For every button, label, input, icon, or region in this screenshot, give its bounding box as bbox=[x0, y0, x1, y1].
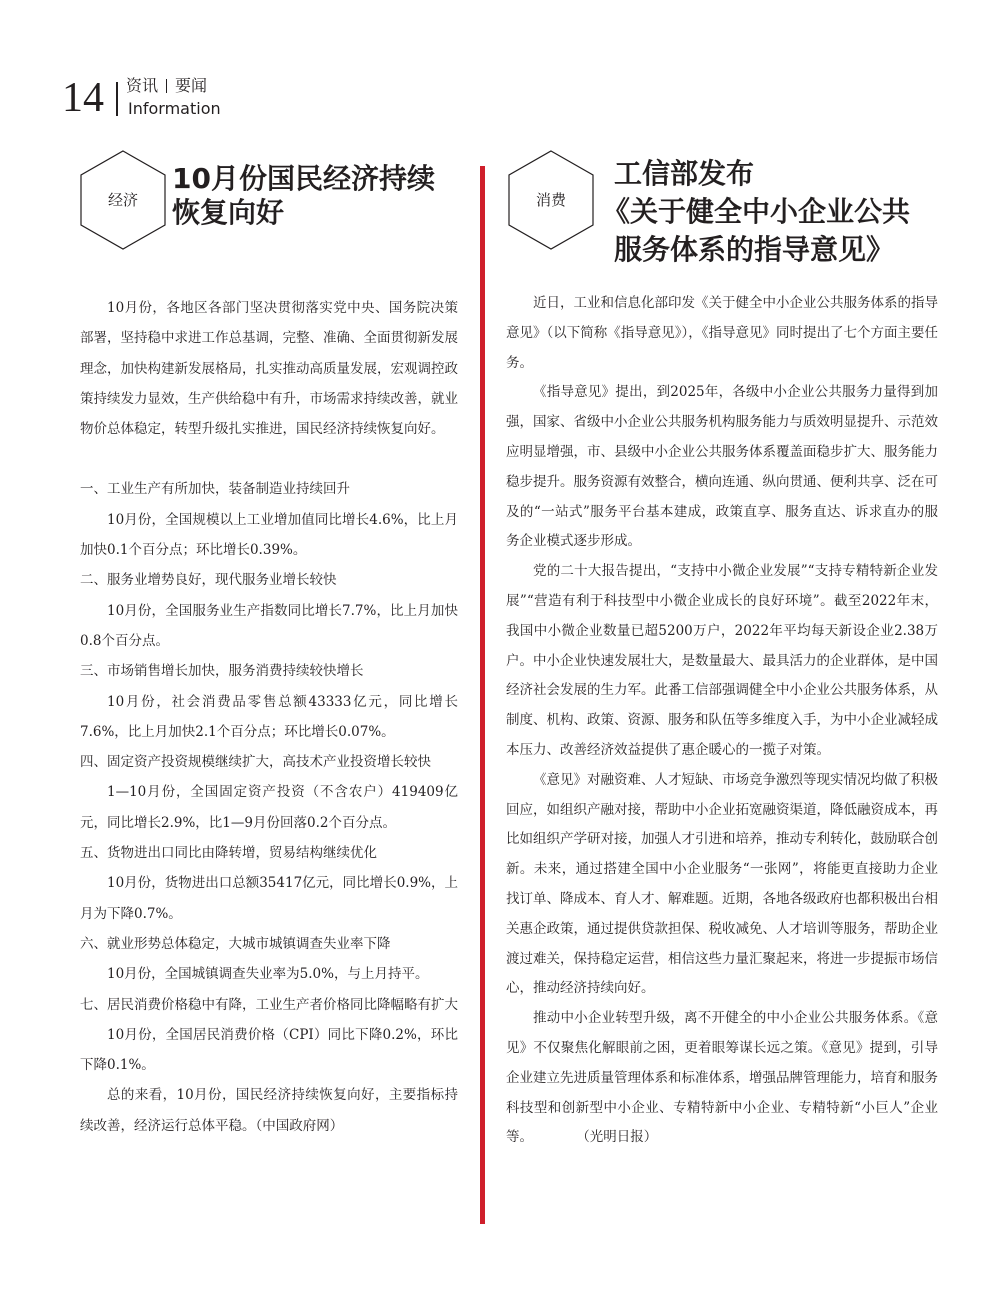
section-heading: 四、固定资产投资规模继续扩大，高技术产业投资增长较快 bbox=[80, 754, 431, 771]
body-text: 推动中小企业转型升级，离不开健全的中小企业公共服务体系。《意见》不仅聚焦化解眼前之困，更着眼筹谋长远之策。《意见》提到，引导企业建立先进质量管理体系和标准体系，增强品牌管理能力，培育和服务科技型和创新型中小企业、专精特新中小企业、专精特新“小巨人”企业等。 bbox=[506, 1010, 938, 1146]
section-heading: 五、货物进出口同比由降转增，贸易结构继续优化 bbox=[80, 845, 377, 862]
body-paragraph: 《指导意见》提出，到2025年，各级中小企业公共服务力量得到加强，国家、省级中小企业公共服务机构服务能力与质效明显提升、示范效应明显增强，市、县级中小企业公共服务体系覆盖面稳步扩大、服务能力稳步提升。服务资源有效整合，横向连通、纵向贯通、便利共享、泛在可及的“一站式”服务平台基本建成，政策直享、服务直达、诉求直办的服务企业模式逐步形成。 bbox=[506, 384, 938, 550]
body-paragraph bbox=[506, 1004, 938, 1153]
subsection-name: 要闻 bbox=[175, 76, 208, 95]
section-heading: 二、服务业增势良好，现代服务业增长较快 bbox=[80, 572, 337, 589]
section-separator bbox=[166, 79, 167, 93]
body-paragraph: 近日，工业和信息化部印发《关于健全中小企业公共服务体系的指导意见》（以下简称《指导意见》），《指导意见》同时提出了七个方面主要任务。 bbox=[506, 295, 938, 371]
section-heading: 六、就业形势总体稳定，大城市城镇调查失业率下降 bbox=[80, 935, 391, 952]
spacer bbox=[80, 444, 458, 474]
title-line: 服务体系的指导意见》 bbox=[614, 233, 895, 266]
section-heading: 七、居民消费价格稳中有降，工业生产者价格同比降幅略有扩大 bbox=[80, 996, 458, 1013]
header-divider bbox=[116, 82, 118, 116]
article-body-right bbox=[506, 289, 938, 1153]
section-label-cn bbox=[126, 76, 207, 96]
source-credit: （光明日报） bbox=[583, 1129, 658, 1146]
title-line: 工信部发布 bbox=[614, 157, 755, 190]
article-body-left bbox=[80, 293, 458, 1141]
section-name: 资讯 bbox=[126, 76, 159, 95]
category-tag: 消费 bbox=[535, 191, 566, 209]
section-body: 10月份，全国居民消费价格（CPI）同比下降0.2%，环比下降0.1%。 bbox=[80, 1026, 458, 1074]
body-paragraph: 《意见》对融资难、人才短缺、市场竞争激烈等现实情况均做了积极回应，如组织产融对接，帮助中小企业拓宽融资渠道，降低融资成本，再比如组织产学研对接，加强人才引进和培养，推动专利转化，鼓励联合创新。未来，通过搭建全国中小企业服务“一张网”，将能更直接助力企业找订单、降成本、育人才、解难题。近期，各地各级政府也都积极出台相关惠企政策，通过提供贷款担保、税收减免、人才培训等服务，帮助企业渡过难关，保持稳定运营，相信这些力量汇聚起来，将进一步提振市场信心，推动经济持续向好。 bbox=[506, 771, 938, 997]
category-tag: 经济 bbox=[107, 191, 138, 209]
section-body: 10月份，全国服务业生产指数同比增长7.7%，比上月加快0.8个百分点。 bbox=[80, 602, 458, 649]
article-title-right bbox=[602, 155, 911, 269]
title-line: 《关于健全中小企业公共 bbox=[602, 195, 911, 228]
section-body: 10月份，货物进出口总额35417亿元，同比增长0.9%，上月为下降0.7%。 bbox=[80, 875, 458, 922]
section-label-en: Information bbox=[128, 99, 221, 118]
title-line: 10月份国民经济持续 bbox=[172, 162, 435, 195]
section-body: 1—10月份，全国固定资产投资（不含农户）419409亿元，同比增长2.9%，比1—9月份回落0.2个百分点。 bbox=[80, 784, 458, 831]
body-paragraph: 党的二十大报告提出，“支持中小微企业发展”“支持专精特新企业发展”“营造有利于科技型中小微企业成长的良好环境”。截至2022年末，我国中小微企业数量已超5200万户，2022年平均每天新设企业2.38万户。中小企业快速发展壮大，是数量最大、最具活力的企业群体，是中国经济社会发展的生力军。此番工信部强调健全中小企业公共服务体系，从制度、机构、政策、资源、服务和队伍等多维度入手，为中小企业减轻成本压力、改善经济效益提供了惠企暖心的一揽子对策。 bbox=[506, 563, 938, 758]
hexagon-tag-consumption bbox=[508, 150, 594, 250]
section-heading: 三、市场销售增长加快，服务消费持续较快增长 bbox=[80, 663, 364, 680]
section-body: 10月份，社会消费品零售总额43333亿元，同比增长7.6%，比上月加快2.1个百分点；环比增长0.07%。 bbox=[80, 693, 458, 740]
section-body: 10月份，全国城镇调查失业率为5.0%，与上月持平。 bbox=[107, 966, 429, 983]
conclusion-text: 总的来看，10月份，国民经济持续恢复向好，主要指标持续改善，经济运行总体平稳。 bbox=[80, 1087, 458, 1134]
article-title-left bbox=[172, 162, 435, 230]
hexagon-tag-economy bbox=[80, 150, 166, 250]
intro-paragraph: 10月份，各地区各部门坚决贯彻落实党中央、国务院决策部署，坚持稳中求进工作总基调，完整、准确、全面贯彻新发展理念，加快构建新发展格局，扎实推动高质量发展，宏观调控政策持续发力显效，生产供给稳中有升，市场需求持续改善，就业物价总体稳定，转型升级扎实推进，国民经济持续恢复向好。 bbox=[80, 300, 458, 438]
page-number: 14 bbox=[62, 75, 104, 121]
column-divider bbox=[480, 166, 485, 1224]
conclusion-paragraph bbox=[80, 1080, 458, 1141]
section-body: 10月份，全国规模以上工业增加值同比增长4.6%，比上月加快0.1个百分点；环比增长0.39%。 bbox=[80, 511, 458, 559]
source-credit: （中国政府网） bbox=[255, 1117, 344, 1134]
section-heading: 一、工业生产有所加快，装备制造业持续回升 bbox=[80, 481, 350, 498]
title-line: 恢复向好 bbox=[172, 196, 285, 229]
